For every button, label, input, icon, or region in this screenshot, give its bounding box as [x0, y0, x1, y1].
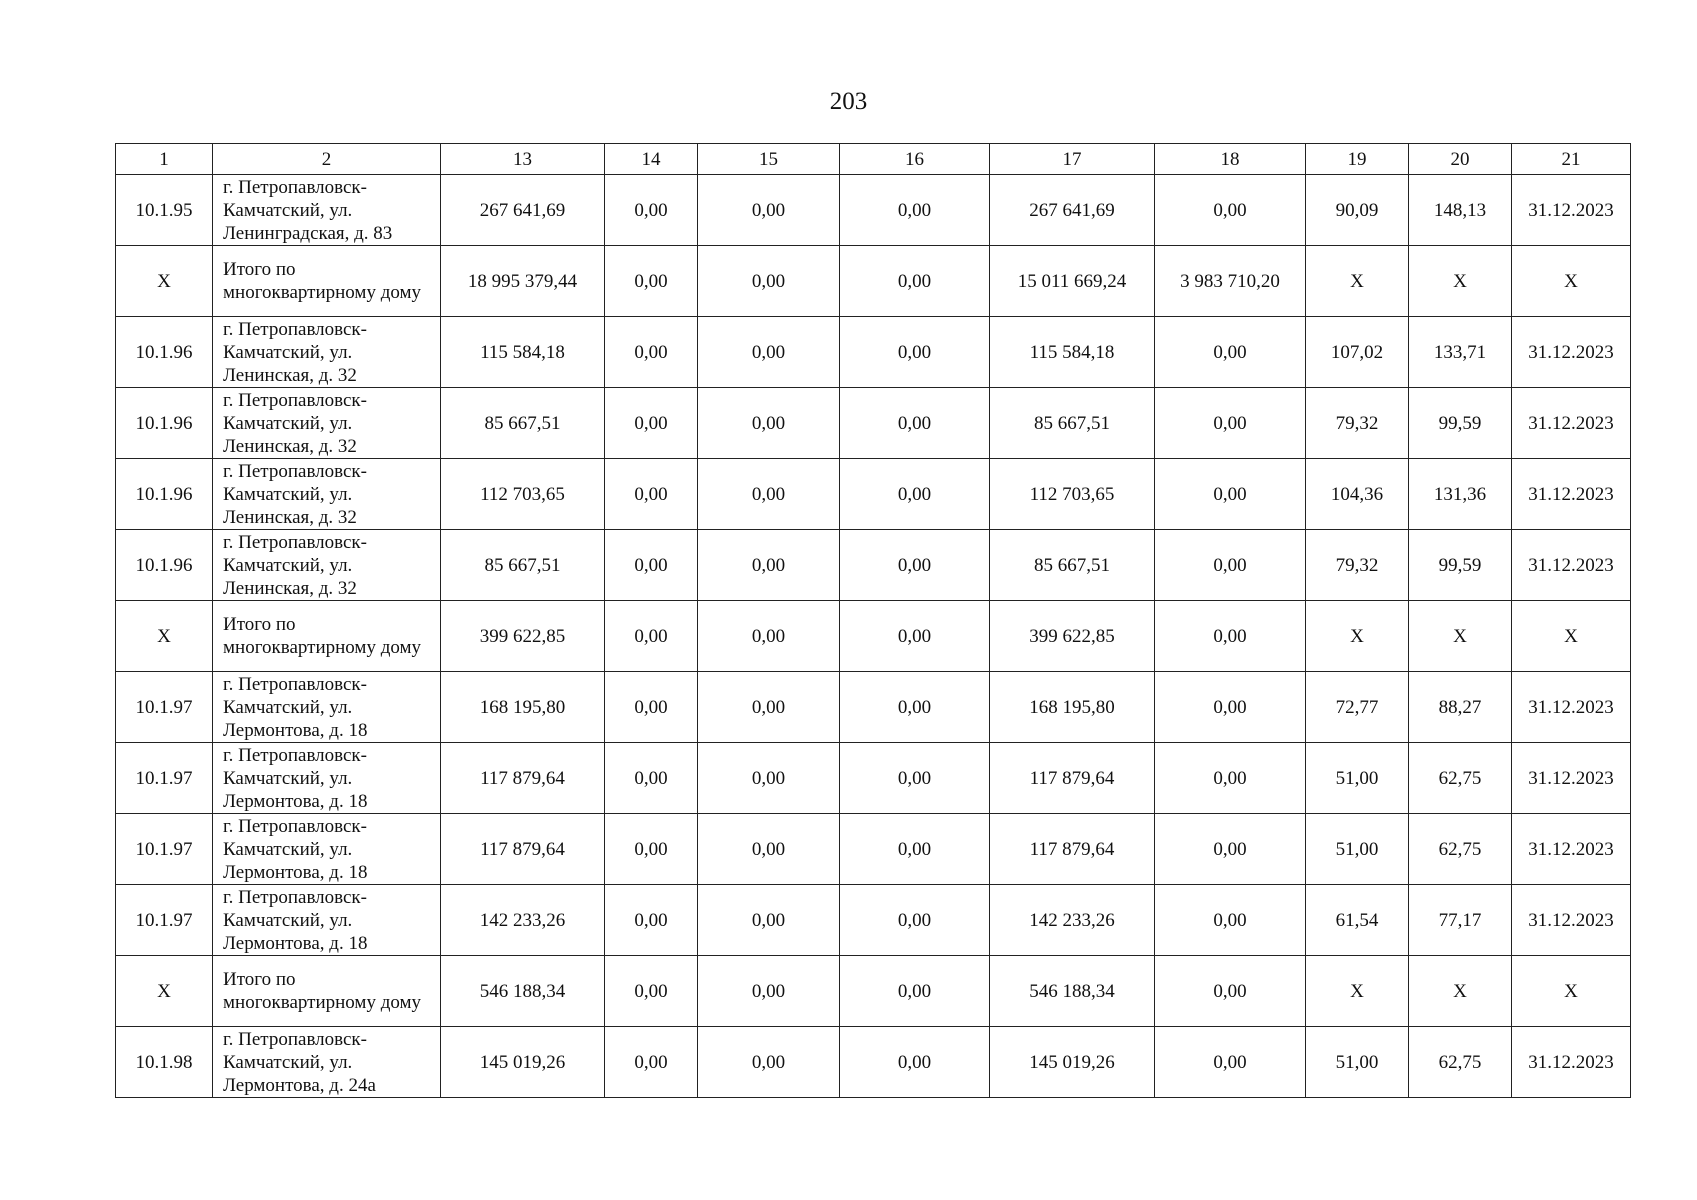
- col-16-cell: 0,00: [840, 317, 990, 388]
- table-row: [116, 459, 1631, 530]
- column-header: 13: [441, 144, 605, 175]
- table-row: [116, 246, 1631, 317]
- table-row: [116, 175, 1631, 246]
- col-20-cell: 62,75: [1409, 1027, 1512, 1098]
- row-number-cell: 10.1.97: [116, 814, 213, 885]
- table-row: [116, 743, 1631, 814]
- col-13-cell: 112 703,65: [441, 459, 605, 530]
- col-17-cell: 85 667,51: [990, 388, 1155, 459]
- address-cell: г. Петропавловск-Камчатский, ул. Ленинская, д. 32: [213, 317, 441, 388]
- col-18-cell: 0,00: [1155, 814, 1306, 885]
- col-19-cell: 79,32: [1306, 388, 1409, 459]
- address-cell: Итого по многоквартирному дому: [213, 601, 441, 672]
- col-16-cell: 0,00: [840, 885, 990, 956]
- col-17-cell: 15 011 669,24: [990, 246, 1155, 317]
- address-cell: г. Петропавловск-Камчатский, ул. Лермонтова, д. 24а: [213, 1027, 441, 1098]
- col-15-cell: 0,00: [698, 246, 840, 317]
- column-header: 16: [840, 144, 990, 175]
- row-number-cell: 10.1.96: [116, 317, 213, 388]
- col-18-cell: 0,00: [1155, 530, 1306, 601]
- col-13-cell: 168 195,80: [441, 672, 605, 743]
- col-14-cell: 0,00: [605, 388, 698, 459]
- col-19-cell: 72,77: [1306, 672, 1409, 743]
- col-13-cell: 267 641,69: [441, 175, 605, 246]
- col-19-cell: X: [1306, 601, 1409, 672]
- date-cell: 31.12.2023: [1512, 317, 1631, 388]
- col-13-cell: 117 879,64: [441, 814, 605, 885]
- col-17-cell: 117 879,64: [990, 743, 1155, 814]
- col-15-cell: 0,00: [698, 459, 840, 530]
- header-row: [116, 144, 1631, 175]
- col-20-cell: 99,59: [1409, 388, 1512, 459]
- col-18-cell: 0,00: [1155, 672, 1306, 743]
- column-header: 19: [1306, 144, 1409, 175]
- col-17-cell: 399 622,85: [990, 601, 1155, 672]
- col-20-cell: 62,75: [1409, 814, 1512, 885]
- address-cell: г. Петропавловск-Камчатский, ул. Ленинградская, д. 83: [213, 175, 441, 246]
- table-header: [116, 144, 1631, 175]
- address-cell: г. Петропавловск-Камчатский, ул. Ленинская, д. 32: [213, 530, 441, 601]
- date-cell: 31.12.2023: [1512, 459, 1631, 530]
- col-20-cell: 77,17: [1409, 885, 1512, 956]
- date-cell: 31.12.2023: [1512, 175, 1631, 246]
- col-19-cell: 51,00: [1306, 743, 1409, 814]
- col-16-cell: 0,00: [840, 388, 990, 459]
- col-18-cell: 0,00: [1155, 1027, 1306, 1098]
- address-cell: г. Петропавловск-Камчатский, ул. Лермонтова, д. 18: [213, 814, 441, 885]
- col-19-cell: 79,32: [1306, 530, 1409, 601]
- col-15-cell: 0,00: [698, 388, 840, 459]
- col-16-cell: 0,00: [840, 530, 990, 601]
- col-14-cell: 0,00: [605, 175, 698, 246]
- table-row: [116, 388, 1631, 459]
- table-row: [116, 956, 1631, 1027]
- table-row: [116, 530, 1631, 601]
- col-19-cell: 90,09: [1306, 175, 1409, 246]
- table-row: [116, 317, 1631, 388]
- table-row: [116, 1027, 1631, 1098]
- address-cell: г. Петропавловск-Камчатский, ул. Лермонтова, д. 18: [213, 885, 441, 956]
- date-cell: 31.12.2023: [1512, 388, 1631, 459]
- col-15-cell: 0,00: [698, 814, 840, 885]
- row-number-cell: 10.1.97: [116, 743, 213, 814]
- col-16-cell: 0,00: [840, 246, 990, 317]
- col-17-cell: 168 195,80: [990, 672, 1155, 743]
- col-15-cell: 0,00: [698, 956, 840, 1027]
- col-18-cell: 0,00: [1155, 956, 1306, 1027]
- date-cell: 31.12.2023: [1512, 885, 1631, 956]
- date-cell: X: [1512, 601, 1631, 672]
- column-header: 2: [213, 144, 441, 175]
- date-cell: 31.12.2023: [1512, 1027, 1631, 1098]
- col-20-cell: 88,27: [1409, 672, 1512, 743]
- column-header: 18: [1155, 144, 1306, 175]
- row-number-cell: 10.1.97: [116, 885, 213, 956]
- col-19-cell: X: [1306, 246, 1409, 317]
- col-17-cell: 85 667,51: [990, 530, 1155, 601]
- col-19-cell: X: [1306, 956, 1409, 1027]
- col-17-cell: 145 019,26: [990, 1027, 1155, 1098]
- col-14-cell: 0,00: [605, 459, 698, 530]
- col-20-cell: 148,13: [1409, 175, 1512, 246]
- col-17-cell: 115 584,18: [990, 317, 1155, 388]
- table-row: [116, 672, 1631, 743]
- table-body: [116, 175, 1631, 1098]
- col-16-cell: 0,00: [840, 601, 990, 672]
- col-13-cell: 18 995 379,44: [441, 246, 605, 317]
- col-13-cell: 399 622,85: [441, 601, 605, 672]
- col-16-cell: 0,00: [840, 814, 990, 885]
- col-18-cell: 0,00: [1155, 388, 1306, 459]
- row-number-cell: X: [116, 246, 213, 317]
- col-18-cell: 3 983 710,20: [1155, 246, 1306, 317]
- col-14-cell: 0,00: [605, 672, 698, 743]
- row-number-cell: X: [116, 956, 213, 1027]
- address-cell: г. Петропавловск-Камчатский, ул. Ленинская, д. 32: [213, 388, 441, 459]
- col-14-cell: 0,00: [605, 246, 698, 317]
- col-19-cell: 104,36: [1306, 459, 1409, 530]
- address-cell: г. Петропавловск-Камчатский, ул. Лермонтова, д. 18: [213, 743, 441, 814]
- col-14-cell: 0,00: [605, 601, 698, 672]
- col-14-cell: 0,00: [605, 317, 698, 388]
- col-17-cell: 117 879,64: [990, 814, 1155, 885]
- col-15-cell: 0,00: [698, 175, 840, 246]
- col-17-cell: 112 703,65: [990, 459, 1155, 530]
- col-16-cell: 0,00: [840, 459, 990, 530]
- col-19-cell: 51,00: [1306, 1027, 1409, 1098]
- col-13-cell: 145 019,26: [441, 1027, 605, 1098]
- row-number-cell: X: [116, 601, 213, 672]
- col-15-cell: 0,00: [698, 1027, 840, 1098]
- col-20-cell: 99,59: [1409, 530, 1512, 601]
- col-17-cell: 546 188,34: [990, 956, 1155, 1027]
- col-20-cell: 62,75: [1409, 743, 1512, 814]
- col-14-cell: 0,00: [605, 1027, 698, 1098]
- col-18-cell: 0,00: [1155, 601, 1306, 672]
- col-19-cell: 61,54: [1306, 885, 1409, 956]
- address-cell: Итого по многоквартирному дому: [213, 246, 441, 317]
- col-15-cell: 0,00: [698, 885, 840, 956]
- col-13-cell: 117 879,64: [441, 743, 605, 814]
- col-20-cell: X: [1409, 956, 1512, 1027]
- date-cell: 31.12.2023: [1512, 672, 1631, 743]
- col-15-cell: 0,00: [698, 672, 840, 743]
- col-14-cell: 0,00: [605, 956, 698, 1027]
- row-number-cell: 10.1.98: [116, 1027, 213, 1098]
- col-16-cell: 0,00: [840, 1027, 990, 1098]
- col-14-cell: 0,00: [605, 743, 698, 814]
- col-18-cell: 0,00: [1155, 317, 1306, 388]
- row-number-cell: 10.1.96: [116, 388, 213, 459]
- col-20-cell: 133,71: [1409, 317, 1512, 388]
- col-17-cell: 267 641,69: [990, 175, 1155, 246]
- col-18-cell: 0,00: [1155, 175, 1306, 246]
- date-cell: X: [1512, 246, 1631, 317]
- table-row: [116, 601, 1631, 672]
- col-20-cell: X: [1409, 246, 1512, 317]
- row-number-cell: 10.1.96: [116, 459, 213, 530]
- col-19-cell: 51,00: [1306, 814, 1409, 885]
- date-cell: 31.12.2023: [1512, 530, 1631, 601]
- address-cell: г. Петропавловск-Камчатский, ул. Лермонтова, д. 18: [213, 672, 441, 743]
- column-header: 14: [605, 144, 698, 175]
- data-table: [115, 143, 1631, 1098]
- col-13-cell: 85 667,51: [441, 388, 605, 459]
- col-13-cell: 546 188,34: [441, 956, 605, 1027]
- col-13-cell: 115 584,18: [441, 317, 605, 388]
- col-15-cell: 0,00: [698, 530, 840, 601]
- col-20-cell: X: [1409, 601, 1512, 672]
- col-14-cell: 0,00: [605, 530, 698, 601]
- col-14-cell: 0,00: [605, 885, 698, 956]
- col-16-cell: 0,00: [840, 175, 990, 246]
- column-header: 21: [1512, 144, 1631, 175]
- col-18-cell: 0,00: [1155, 743, 1306, 814]
- col-15-cell: 0,00: [698, 743, 840, 814]
- col-13-cell: 85 667,51: [441, 530, 605, 601]
- row-number-cell: 10.1.95: [116, 175, 213, 246]
- col-18-cell: 0,00: [1155, 459, 1306, 530]
- col-18-cell: 0,00: [1155, 885, 1306, 956]
- col-19-cell: 107,02: [1306, 317, 1409, 388]
- col-16-cell: 0,00: [840, 743, 990, 814]
- col-17-cell: 142 233,26: [990, 885, 1155, 956]
- address-cell: Итого по многоквартирному дому: [213, 956, 441, 1027]
- table-row: [116, 814, 1631, 885]
- col-16-cell: 0,00: [840, 956, 990, 1027]
- column-header: 1: [116, 144, 213, 175]
- date-cell: 31.12.2023: [1512, 743, 1631, 814]
- col-20-cell: 131,36: [1409, 459, 1512, 530]
- column-header: 17: [990, 144, 1155, 175]
- date-cell: 31.12.2023: [1512, 814, 1631, 885]
- column-header: 20: [1409, 144, 1512, 175]
- column-header: 15: [698, 144, 840, 175]
- row-number-cell: 10.1.97: [116, 672, 213, 743]
- address-cell: г. Петропавловск-Камчатский, ул. Ленинская, д. 32: [213, 459, 441, 530]
- page-number: 203: [829, 88, 868, 115]
- col-13-cell: 142 233,26: [441, 885, 605, 956]
- col-15-cell: 0,00: [698, 317, 840, 388]
- col-15-cell: 0,00: [698, 601, 840, 672]
- col-14-cell: 0,00: [605, 814, 698, 885]
- date-cell: X: [1512, 956, 1631, 1027]
- col-16-cell: 0,00: [840, 672, 990, 743]
- table-row: [116, 885, 1631, 956]
- row-number-cell: 10.1.96: [116, 530, 213, 601]
